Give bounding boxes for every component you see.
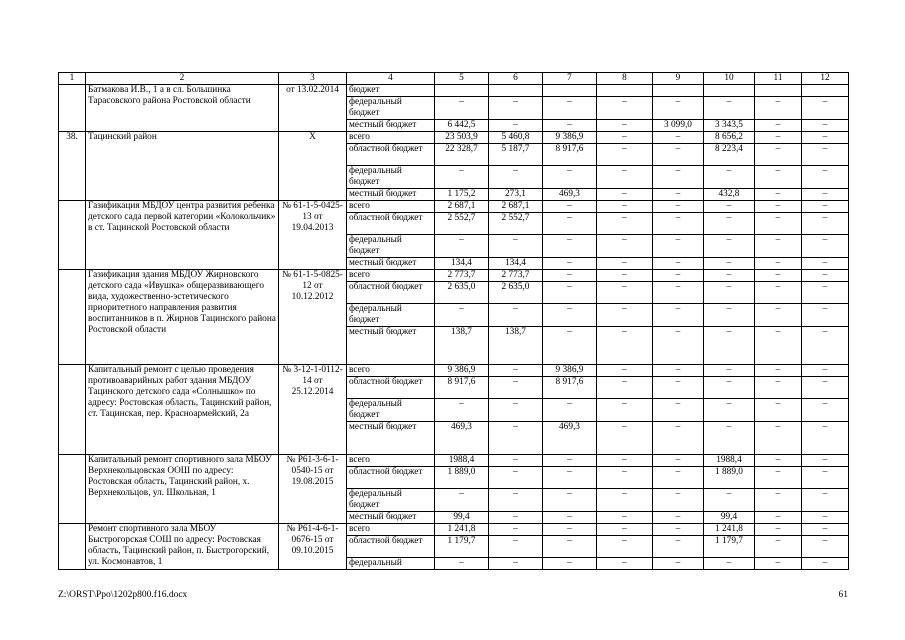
- amount-cell: –: [597, 189, 653, 201]
- amount-cell: 9 386,9: [543, 132, 597, 144]
- amount-cell: –: [802, 213, 849, 235]
- amount-cell: –: [597, 144, 653, 166]
- amount-cell: –: [489, 97, 543, 120]
- amount-cell: –: [489, 558, 543, 570]
- column-number: 8: [597, 73, 653, 85]
- amount-cell: –: [597, 399, 653, 422]
- amount-cell: –: [755, 422, 802, 455]
- object-name: Капитальный ремонт спортивного зала МБОУ Верхнекольцовская ООШ по адресу: Ростовская область, Тацинский район, х. Верхнекольцов, ул. Школьная, 1: [86, 455, 279, 524]
- amount-cell: –: [704, 258, 755, 270]
- amount-cell: –: [802, 235, 849, 258]
- amount-cell: 2 687,1: [435, 201, 489, 213]
- amount-cell: 1 179,7: [435, 536, 489, 558]
- amount-cell: –: [543, 201, 597, 213]
- row-number: [59, 365, 86, 455]
- amount-cell: 134,4: [435, 258, 489, 270]
- amount-cell: –: [755, 166, 802, 189]
- amount-cell: –: [755, 399, 802, 422]
- amount-cell: [597, 85, 653, 97]
- amount-cell: 134,4: [489, 258, 543, 270]
- row-number: [59, 455, 86, 524]
- funding-source: областной бюджет: [347, 467, 435, 489]
- amount-cell: –: [755, 235, 802, 258]
- amount-cell: 273,1: [489, 189, 543, 201]
- amount-cell: –: [597, 132, 653, 144]
- amount-cell: –: [755, 365, 802, 377]
- amount-cell: 8 917,6: [543, 144, 597, 166]
- column-number: 6: [489, 73, 543, 85]
- amount-cell: 469,3: [435, 422, 489, 455]
- amount-cell: 469,3: [543, 422, 597, 455]
- amount-cell: –: [543, 489, 597, 512]
- table-row: [59, 524, 849, 536]
- amount-cell: –: [704, 97, 755, 120]
- amount-cell: 8 917,6: [435, 377, 489, 399]
- amount-cell: –: [653, 235, 704, 258]
- column-number: 11: [755, 73, 802, 85]
- column-number: 5: [435, 73, 489, 85]
- column-number: 7: [543, 73, 597, 85]
- amount-cell: –: [489, 304, 543, 327]
- amount-cell: –: [704, 365, 755, 377]
- amount-cell: 9 386,9: [435, 365, 489, 377]
- amount-cell: 2 773,7: [489, 270, 543, 282]
- amount-cell: –: [802, 524, 849, 536]
- amount-cell: –: [597, 282, 653, 304]
- amount-cell: –: [802, 97, 849, 120]
- funding-source: областной бюджет: [347, 144, 435, 166]
- amount-cell: –: [435, 166, 489, 189]
- amount-cell: –: [597, 365, 653, 377]
- amount-cell: 8 656,2: [704, 132, 755, 144]
- amount-cell: 469,3: [543, 189, 597, 201]
- amount-cell: 138,7: [489, 327, 543, 365]
- amount-cell: [653, 85, 704, 97]
- amount-cell: –: [597, 489, 653, 512]
- amount-cell: –: [543, 327, 597, 365]
- amount-cell: –: [755, 489, 802, 512]
- document-reference: № 3-12-1-0112-14 от 25.12.2014: [279, 365, 347, 455]
- amount-cell: –: [704, 422, 755, 455]
- amount-cell: –: [704, 270, 755, 282]
- amount-cell: –: [653, 144, 704, 166]
- amount-cell: –: [755, 304, 802, 327]
- funding-source: местный бюджет: [347, 258, 435, 270]
- amount-cell: –: [802, 377, 849, 399]
- object-name: Тацинский район: [86, 132, 279, 201]
- funding-source: федеральный бюджет: [347, 97, 435, 120]
- amount-cell: [704, 85, 755, 97]
- table-header-row: [59, 73, 849, 85]
- column-number: 4: [347, 73, 435, 85]
- amount-cell: 5 187,7: [489, 144, 543, 166]
- amount-cell: –: [755, 455, 802, 467]
- funding-source: местный бюджет: [347, 327, 435, 365]
- document-reference: X: [279, 132, 347, 201]
- amount-cell: –: [543, 524, 597, 536]
- amount-cell: –: [802, 489, 849, 512]
- amount-cell: –: [802, 327, 849, 365]
- funding-source: федеральный бюджет: [347, 166, 435, 189]
- amount-cell: –: [543, 558, 597, 570]
- amount-cell: –: [489, 365, 543, 377]
- amount-cell: –: [653, 536, 704, 558]
- amount-cell: –: [597, 120, 653, 132]
- document-reference: № 61-1-5-0425-13 от 19.04.2013: [279, 201, 347, 270]
- row-number: [59, 270, 86, 365]
- amount-cell: 6 442,5: [435, 120, 489, 132]
- amount-cell: –: [653, 467, 704, 489]
- amount-cell: 2 552,7: [489, 213, 543, 235]
- document-reference: № 61-1-5-0825-12 от 10.12.2012: [279, 270, 347, 365]
- funding-source: федеральный бюджет: [347, 235, 435, 258]
- amount-cell: –: [489, 166, 543, 189]
- column-number: 3: [279, 73, 347, 85]
- funding-source: всего: [347, 270, 435, 282]
- amount-cell: –: [653, 201, 704, 213]
- budget-table: [58, 72, 849, 570]
- amount-cell: –: [802, 270, 849, 282]
- amount-cell: 1988,4: [435, 455, 489, 467]
- footer-page-number: 61: [838, 590, 848, 600]
- amount-cell: –: [704, 282, 755, 304]
- amount-cell: –: [704, 489, 755, 512]
- amount-cell: –: [704, 304, 755, 327]
- amount-cell: –: [489, 536, 543, 558]
- amount-cell: –: [597, 512, 653, 524]
- amount-cell: –: [489, 489, 543, 512]
- amount-cell: 2 552,7: [435, 213, 489, 235]
- amount-cell: –: [653, 132, 704, 144]
- amount-cell: –: [597, 304, 653, 327]
- amount-cell: 8 917,6: [543, 377, 597, 399]
- amount-cell: 1 179,7: [704, 536, 755, 558]
- amount-cell: –: [543, 399, 597, 422]
- amount-cell: 99,4: [435, 512, 489, 524]
- amount-cell: –: [543, 235, 597, 258]
- amount-cell: –: [653, 270, 704, 282]
- amount-cell: –: [755, 132, 802, 144]
- column-number: 9: [653, 73, 704, 85]
- amount-cell: –: [653, 365, 704, 377]
- funding-source: областной бюджет: [347, 377, 435, 399]
- row-number: [59, 524, 86, 570]
- amount-cell: –: [597, 97, 653, 120]
- amount-cell: –: [597, 270, 653, 282]
- amount-cell: 2 635,0: [435, 282, 489, 304]
- row-number: 38.: [59, 132, 86, 201]
- amount-cell: –: [802, 189, 849, 201]
- table-row: [59, 132, 849, 144]
- amount-cell: 1 175,2: [435, 189, 489, 201]
- object-name: Газификация МБДОУ центра развития ребенка детского сада первой категории «Колокольчик» в ст. Тацинской Ростовской области: [86, 201, 279, 270]
- amount-cell: –: [543, 282, 597, 304]
- amount-cell: –: [802, 558, 849, 570]
- amount-cell: –: [802, 166, 849, 189]
- amount-cell: –: [543, 467, 597, 489]
- amount-cell: –: [489, 467, 543, 489]
- funding-source: всего: [347, 132, 435, 144]
- amount-cell: –: [755, 97, 802, 120]
- amount-cell: 138,7: [435, 327, 489, 365]
- amount-cell: –: [755, 377, 802, 399]
- amount-cell: –: [489, 399, 543, 422]
- amount-cell: –: [653, 524, 704, 536]
- object-name: Батмакова И.В., 1 а в сл. Большинка Тарасовского района Ростовской области: [86, 85, 279, 132]
- amount-cell: –: [755, 201, 802, 213]
- funding-source: местный бюджет: [347, 189, 435, 201]
- amount-cell: –: [543, 512, 597, 524]
- funding-source: федеральный бюджет: [347, 399, 435, 422]
- amount-cell: –: [597, 258, 653, 270]
- amount-cell: –: [543, 270, 597, 282]
- funding-source: областной бюджет: [347, 282, 435, 304]
- amount-cell: –: [653, 558, 704, 570]
- amount-cell: –: [543, 97, 597, 120]
- amount-cell: –: [543, 213, 597, 235]
- funding-source: областной бюджет: [347, 536, 435, 558]
- amount-cell: –: [755, 144, 802, 166]
- amount-cell: 5 460,8: [489, 132, 543, 144]
- amount-cell: –: [755, 524, 802, 536]
- document-reference: № Р61-3-6-1-0540-15 от 19.08.2015: [279, 455, 347, 524]
- amount-cell: –: [802, 282, 849, 304]
- amount-cell: –: [597, 455, 653, 467]
- table-row: [59, 85, 849, 97]
- amount-cell: –: [704, 377, 755, 399]
- amount-cell: –: [597, 377, 653, 399]
- amount-cell: –: [755, 270, 802, 282]
- amount-cell: 9 386,9: [543, 365, 597, 377]
- amount-cell: –: [489, 512, 543, 524]
- amount-cell: –: [802, 399, 849, 422]
- row-number: [59, 201, 86, 270]
- amount-cell: –: [597, 235, 653, 258]
- column-number: 10: [704, 73, 755, 85]
- column-number: 2: [86, 73, 279, 85]
- amount-cell: –: [802, 201, 849, 213]
- funding-source: местный бюджет: [347, 422, 435, 455]
- amount-cell: –: [755, 467, 802, 489]
- amount-cell: –: [704, 235, 755, 258]
- amount-cell: 3 099,0: [653, 120, 704, 132]
- amount-cell: –: [802, 144, 849, 166]
- amount-cell: –: [802, 132, 849, 144]
- amount-cell: –: [755, 512, 802, 524]
- amount-cell: –: [704, 327, 755, 365]
- amount-cell: –: [597, 213, 653, 235]
- column-number: 1: [59, 73, 86, 85]
- funding-source: всего: [347, 455, 435, 467]
- funding-source: областной бюджет: [347, 213, 435, 235]
- amount-cell: –: [802, 455, 849, 467]
- amount-cell: –: [435, 97, 489, 120]
- table-row: [59, 270, 849, 282]
- amount-cell: –: [489, 120, 543, 132]
- funding-source: местный бюджет: [347, 120, 435, 132]
- table-row: [59, 365, 849, 377]
- footer-file-path: Z:\ORST\Ppo\1202p800.f16.docx: [58, 590, 188, 600]
- amount-cell: –: [755, 282, 802, 304]
- amount-cell: –: [704, 213, 755, 235]
- amount-cell: –: [704, 166, 755, 189]
- amount-cell: 8 223,4: [704, 144, 755, 166]
- table-row: [59, 455, 849, 467]
- amount-cell: –: [597, 201, 653, 213]
- amount-cell: –: [653, 97, 704, 120]
- amount-cell: –: [802, 258, 849, 270]
- amount-cell: 99,4: [704, 512, 755, 524]
- amount-cell: 1 241,8: [704, 524, 755, 536]
- amount-cell: 2 635,0: [489, 282, 543, 304]
- table-row: [59, 201, 849, 213]
- amount-cell: –: [543, 536, 597, 558]
- funding-source: всего: [347, 524, 435, 536]
- object-name: Газификация здания МБДОУ Жирновского детского сада «Ивушка» общеразвивающего вида, художественно-эстетического приоритетного направления развития воспитанников в п. Жирнов Тацинского района Ростовской области: [86, 270, 279, 365]
- amount-cell: 1 889,0: [435, 467, 489, 489]
- amount-cell: –: [597, 422, 653, 455]
- amount-cell: –: [802, 365, 849, 377]
- amount-cell: –: [543, 258, 597, 270]
- amount-cell: –: [435, 558, 489, 570]
- amount-cell: –: [489, 377, 543, 399]
- amount-cell: –: [543, 166, 597, 189]
- amount-cell: 432,8: [704, 189, 755, 201]
- row-number: [59, 85, 86, 132]
- funding-source: федеральный: [347, 558, 435, 570]
- amount-cell: –: [653, 512, 704, 524]
- amount-cell: –: [435, 304, 489, 327]
- amount-cell: –: [435, 489, 489, 512]
- amount-cell: 1 241,8: [435, 524, 489, 536]
- column-number: 12: [802, 73, 849, 85]
- amount-cell: 3 343,5: [704, 120, 755, 132]
- funding-source: федеральный бюджет: [347, 489, 435, 512]
- amount-cell: –: [802, 304, 849, 327]
- amount-cell: [802, 85, 849, 97]
- amount-cell: –: [704, 201, 755, 213]
- amount-cell: –: [435, 235, 489, 258]
- amount-cell: –: [489, 524, 543, 536]
- amount-cell: –: [653, 304, 704, 327]
- amount-cell: –: [597, 536, 653, 558]
- amount-cell: –: [802, 422, 849, 455]
- document-reference: № Р61-4-6-1-0676-15 от 09.10.2015: [279, 524, 347, 570]
- amount-cell: 2 773,7: [435, 270, 489, 282]
- amount-cell: –: [802, 467, 849, 489]
- amount-cell: –: [704, 399, 755, 422]
- object-name: Ремонт спортивного зала МБОУ Быстрогорская СОШ по адресу: Ростовская область, Тацинский район, п. Быстрогорский, ул. Космонавтов, 1: [86, 524, 279, 570]
- amount-cell: [489, 85, 543, 97]
- funding-source: всего: [347, 365, 435, 377]
- amount-cell: –: [653, 489, 704, 512]
- amount-cell: –: [543, 304, 597, 327]
- amount-cell: –: [755, 213, 802, 235]
- amount-cell: –: [597, 166, 653, 189]
- amount-cell: 22 328,7: [435, 144, 489, 166]
- amount-cell: 1988,4: [704, 455, 755, 467]
- amount-cell: –: [597, 558, 653, 570]
- amount-cell: –: [489, 422, 543, 455]
- amount-cell: –: [755, 327, 802, 365]
- amount-cell: –: [653, 399, 704, 422]
- amount-cell: –: [543, 455, 597, 467]
- amount-cell: [755, 85, 802, 97]
- funding-source: бюджет: [347, 85, 435, 97]
- amount-cell: –: [653, 166, 704, 189]
- amount-cell: –: [653, 455, 704, 467]
- amount-cell: –: [653, 189, 704, 201]
- document-reference: от 13.02.2014: [279, 85, 347, 132]
- amount-cell: –: [489, 455, 543, 467]
- amount-cell: –: [653, 327, 704, 365]
- amount-cell: –: [704, 558, 755, 570]
- amount-cell: –: [653, 377, 704, 399]
- amount-cell: –: [597, 467, 653, 489]
- amount-cell: [543, 85, 597, 97]
- amount-cell: –: [802, 120, 849, 132]
- amount-cell: –: [755, 120, 802, 132]
- funding-source: федеральный бюджет: [347, 304, 435, 327]
- amount-cell: –: [653, 213, 704, 235]
- funding-source: местный бюджет: [347, 512, 435, 524]
- amount-cell: –: [489, 235, 543, 258]
- amount-cell: –: [802, 536, 849, 558]
- amount-cell: 23 503,9: [435, 132, 489, 144]
- object-name: Капитальный ремонт с целью проведения противоаварийных работ здания МБДОУ Тацинского детского сада «Солнышко» по адресу: Ростовская область, Тацинский район, ст. Тацинская, пер. Красноармейский, 2а: [86, 365, 279, 455]
- amount-cell: [435, 85, 489, 97]
- funding-source: всего: [347, 201, 435, 213]
- amount-cell: –: [653, 282, 704, 304]
- amount-cell: –: [653, 258, 704, 270]
- amount-cell: –: [653, 422, 704, 455]
- amount-cell: –: [755, 536, 802, 558]
- amount-cell: –: [755, 189, 802, 201]
- amount-cell: 2 687,1: [489, 201, 543, 213]
- amount-cell: –: [802, 512, 849, 524]
- amount-cell: –: [597, 524, 653, 536]
- amount-cell: –: [435, 399, 489, 422]
- amount-cell: –: [755, 258, 802, 270]
- amount-cell: 1 889,0: [704, 467, 755, 489]
- amount-cell: –: [543, 120, 597, 132]
- amount-cell: –: [597, 327, 653, 365]
- amount-cell: –: [755, 558, 802, 570]
